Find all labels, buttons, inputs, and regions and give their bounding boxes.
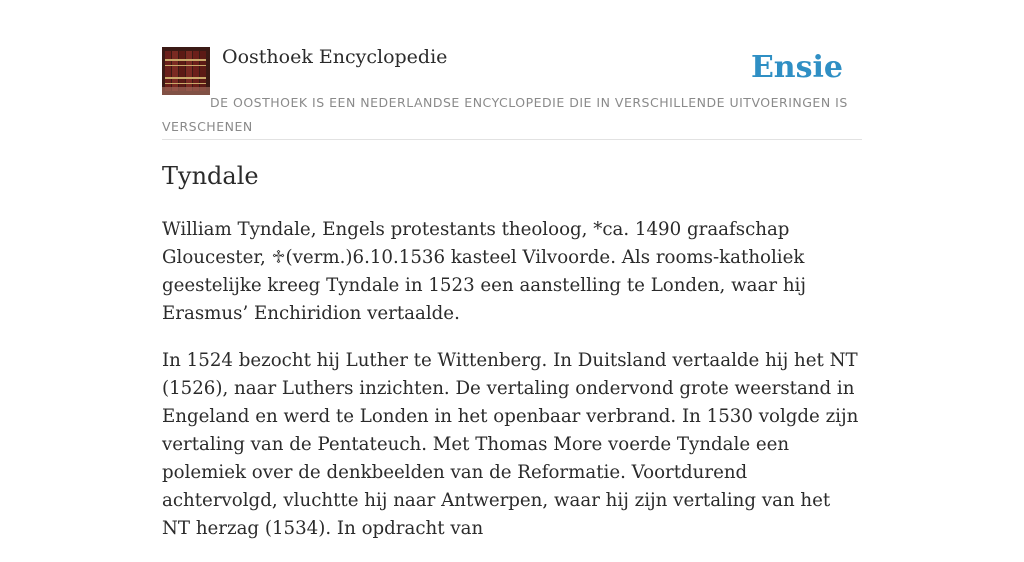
article-body [162, 216, 864, 562]
site-tagline: DE OOSTHOEK IS EEN NEDERLANDSE ENCYCLOPEDIE DIE IN VERSCHILLENDE UITVOERINGEN IS VERSCHENEN [162, 95, 848, 134]
divider [162, 139, 862, 140]
books-icon [162, 47, 210, 95]
brand-logo[interactable]: Ensie [750, 50, 843, 85]
site-name-link[interactable]: Oosthoek Encyclopedie [222, 46, 448, 68]
article-paragraph: In 1524 bezocht hij Luther te Wittenberg. In Duitsland vertaalde hij het NT (1526), naar Luthers inzichten. De vertaling ondervond grote weerstand in Engeland en werd te Londen in het openbaar verbrand. In 1530 volgde zijn vertaling van de Pentateuch. Met Thomas More voerde Tyndale een polemiek over de denkbeelden van de Reformatie. Voortdurend achtervolgd, vluchtte hij naar Antwerpen, waar hij zijn vertaling van het NT herzag (1534). In opdracht van [162, 350, 859, 539]
avatar[interactable] [162, 47, 210, 95]
article-title: Tyndale [162, 162, 259, 190]
article-paragraph: William Tyndale, Engels protestants theoloog, *ca. 1490 graafschap Gloucester, ♱(verm.)6.10.1536 kasteel Vilvoorde. Als rooms-katholiek geestelijke kreeg Tyndale in 1523 een aanstelling te Londen, waar hij Erasmus’ Enchiridion vertaalde. [162, 219, 807, 324]
